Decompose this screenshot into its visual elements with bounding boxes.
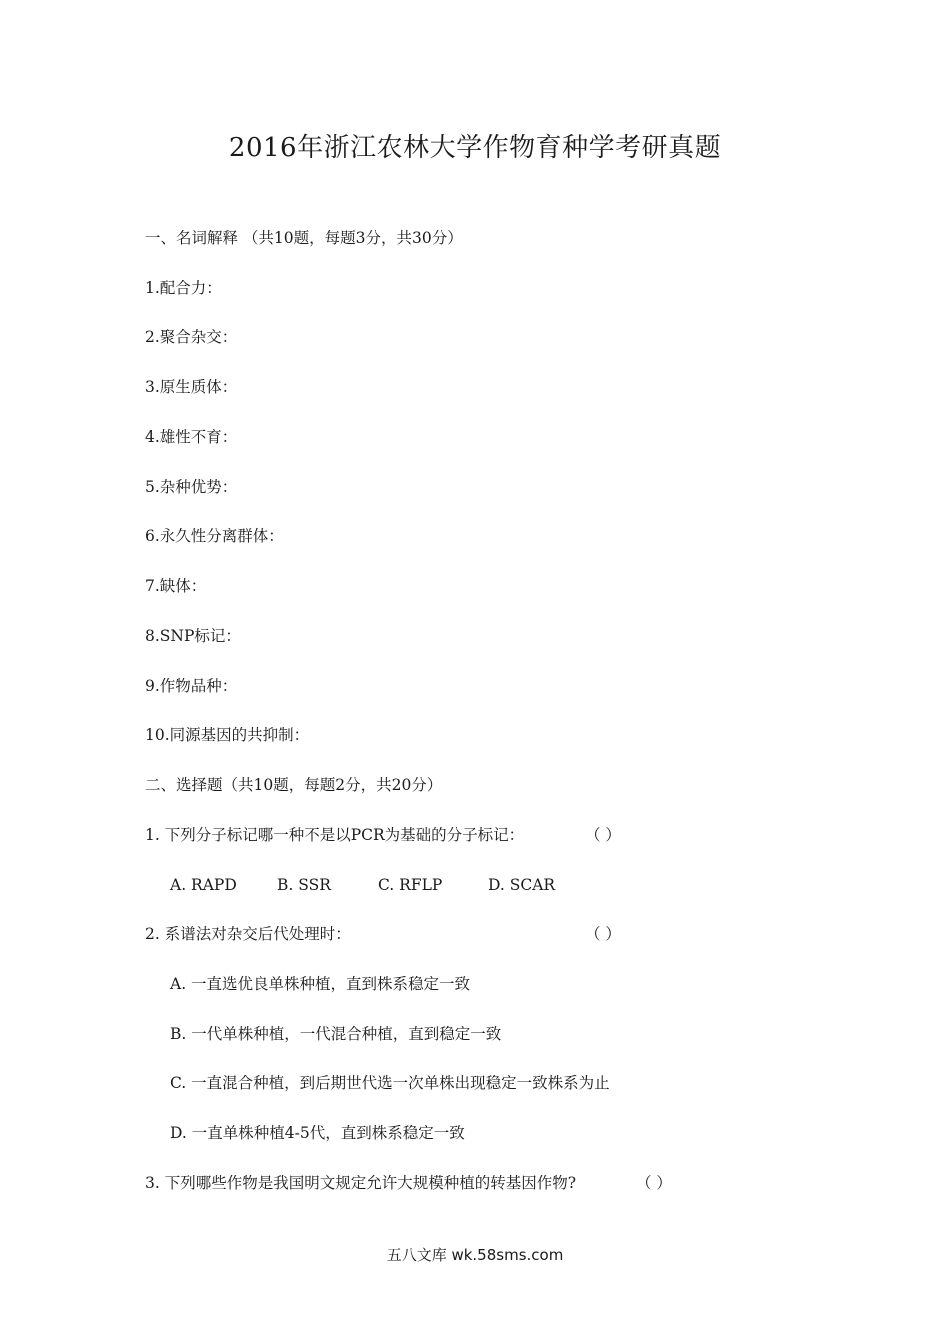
term-item: 3.原生质体： xyxy=(145,378,238,396)
section1-heading: 一、名词解释 （共10题，每题3分，共30分） xyxy=(145,229,463,247)
term-item: 1.配合力： xyxy=(145,279,222,297)
term-item: 6.永久性分离群体： xyxy=(145,527,284,545)
option-c: C. 一直混合种植，到后期世代选一次单株出现稳定一致株系为止 xyxy=(170,1074,610,1092)
option-b: B. SSR xyxy=(277,876,331,894)
term-item: 5.杂种优势： xyxy=(145,478,238,496)
question-1-text: 1. 下列分子标记哪一种不是以PCR为基础的分子标记： xyxy=(145,826,525,844)
term-item: 7.缺体： xyxy=(145,577,207,595)
question-1-options xyxy=(170,873,555,897)
question-2-answer-paren: （ ） xyxy=(585,925,621,943)
option-a: A. RAPD xyxy=(170,876,237,894)
term-item: 2.聚合杂交： xyxy=(145,328,238,346)
option-d: D. 一直单株种植4-5代，直到株系稳定一致 xyxy=(170,1124,465,1142)
option-d: D. SCAR xyxy=(488,876,556,894)
option-a: A. 一直选优良单株种植，直到株系稳定一致 xyxy=(170,975,471,993)
term-item: 4.雄性不育： xyxy=(145,428,238,446)
question-2-text: 2. 系谱法对杂交后代处理时： xyxy=(145,925,351,943)
term-item: 8.SNP标记： xyxy=(145,627,241,645)
term-item: 10.同源基因的共抑制： xyxy=(145,726,310,744)
section2-heading: 二、选择题（共10题，每题2分，共20分） xyxy=(145,776,443,794)
page-title: 2016年浙江农林大学作物育种学考研真题 xyxy=(228,133,722,163)
question-3-text: 3. 下列哪些作物是我国明文规定允许大规模种植的转基因作物? xyxy=(145,1174,577,1192)
page-footer: 五八文库 wk.58sms.com xyxy=(386,1246,564,1264)
option-b: B. 一代单株种植，一代混合种植，直到稳定一致 xyxy=(170,1025,502,1043)
option-c: C. RFLP xyxy=(378,876,443,894)
term-item: 9.作物品种： xyxy=(145,677,238,695)
question-3-answer-paren: （ ） xyxy=(636,1174,672,1192)
question-1-answer-paren: （ ） xyxy=(585,826,621,844)
